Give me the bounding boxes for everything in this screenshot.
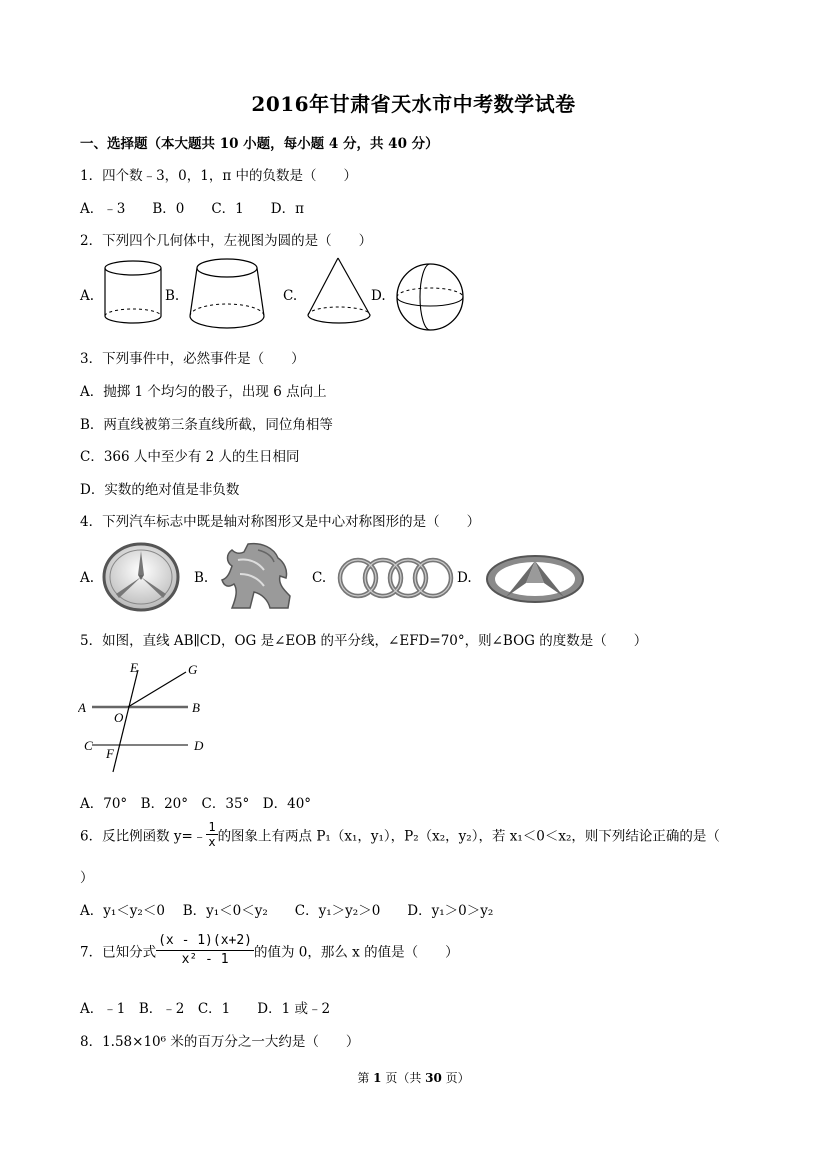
cylinder-figure (102, 258, 164, 328)
q6-post: 的图象上有两点 P₁（x₁，y₁），P₂（x₂，y₂），若 x₁＜0＜x₂，则下列结论正确的是（ (217, 828, 720, 845)
q5-stem: 5．如图，直线 AB∥CD，OG 是∠EOB 的平分线，∠EFD=70°，则∠BOG 的度数是（ ） (80, 633, 648, 649)
label-b: B (192, 700, 200, 715)
q8-stem: 8．1.58×10⁶ 米的百万分之一大约是（ ） (80, 1034, 360, 1050)
audi-logo-icon (336, 555, 456, 601)
q7-options: A．﹣1 B．﹣2 C．1 D．1 或﹣2 (80, 1001, 331, 1017)
q1-options: A．﹣3 B．0 C．1 D．π (80, 201, 304, 217)
label-o: O (114, 710, 124, 725)
page-footer (0, 1069, 827, 1086)
q6-frac-den: x (208, 835, 216, 849)
label-d: D (194, 738, 204, 753)
q2-label-c: C. (283, 288, 298, 304)
footer-page-number: 1 (373, 1071, 382, 1085)
q3-option-b: B．两直线被第三条直线所截，同位角相等 (80, 417, 333, 433)
peugeot-logo-icon (218, 540, 296, 612)
q7-post: 的值为 0，那么 x 的值是（ ） (254, 944, 459, 961)
q4-label-c: C. (312, 570, 327, 586)
q7-stem (80, 932, 459, 969)
q7-frac-num: (x - 1)(x+2) (156, 932, 254, 951)
q7-frac-den: x² - 1 (181, 952, 229, 967)
label-e: E (130, 660, 138, 675)
q7-pre: 7．已知分式 (80, 944, 157, 961)
footer-total-pages: 30 (425, 1071, 442, 1085)
q4-label-d: D. (457, 570, 472, 586)
q3-stem: 3．下列事件中，必然事件是（ ） (80, 351, 305, 367)
q4-label-b: B. (194, 570, 209, 586)
footer-post: 页） (441, 1071, 470, 1085)
label-f: F (106, 746, 114, 761)
q2-stem: 2．下列四个几何体中，左视图为圆的是（ ） (80, 233, 373, 249)
q2-label-b: B. (165, 288, 180, 304)
q4-stem: 4．下列汽车标志中既是轴对称图形又是中心对称图形的是（ ） (80, 514, 481, 530)
q2-label-a: A. (80, 288, 95, 304)
q6-pre: 6．反比例函数 y=﹣ (80, 828, 207, 845)
q3-option-c: C．366 人中至少有 2 人的生日相同 (80, 449, 300, 465)
cone-figure (304, 255, 374, 327)
q6-stem (80, 820, 720, 849)
q3-option-a: A．抛掷 1 个均匀的骰子，出现 6 点向上 (80, 384, 327, 400)
footer-mid: 页（共 (381, 1071, 426, 1085)
q2-label-d: D. (371, 288, 386, 304)
mercedes-logo-icon (101, 542, 181, 612)
frustum-figure (186, 256, 268, 334)
infiniti-logo-icon (484, 553, 586, 605)
label-g: G (188, 662, 198, 677)
parallel-lines-figure (78, 660, 213, 775)
q3-option-d: D．实数的绝对值是非负数 (80, 482, 240, 498)
q7-fraction (156, 932, 254, 969)
q6-options: A．y₁＜y₂＜0 B．y₁＜0＜y₂ C．y₁＞y₂＞0 D．y₁＞0＞y₂ (80, 903, 494, 919)
page-title: 2016年甘肃省天水市中考数学试卷 (251, 92, 576, 116)
label-c: C (84, 738, 93, 753)
q5-options: A．70° B．20° C．35° D．40° (80, 796, 312, 812)
section-heading: 一、选择题（本大题共 10 小题，每小题 4 分，共 40 分） (80, 136, 439, 152)
q6-close: ） (80, 870, 94, 886)
label-a: A (78, 700, 86, 715)
q6-frac-num: 1 (208, 820, 216, 834)
q6-fraction (206, 820, 217, 849)
sphere-figure (393, 261, 467, 333)
q4-label-a: A. (80, 570, 95, 586)
footer-pre: 第 (357, 1071, 374, 1085)
q1-stem: 1．四个数﹣3，0，1，π 中的负数是（ ） (80, 168, 358, 184)
